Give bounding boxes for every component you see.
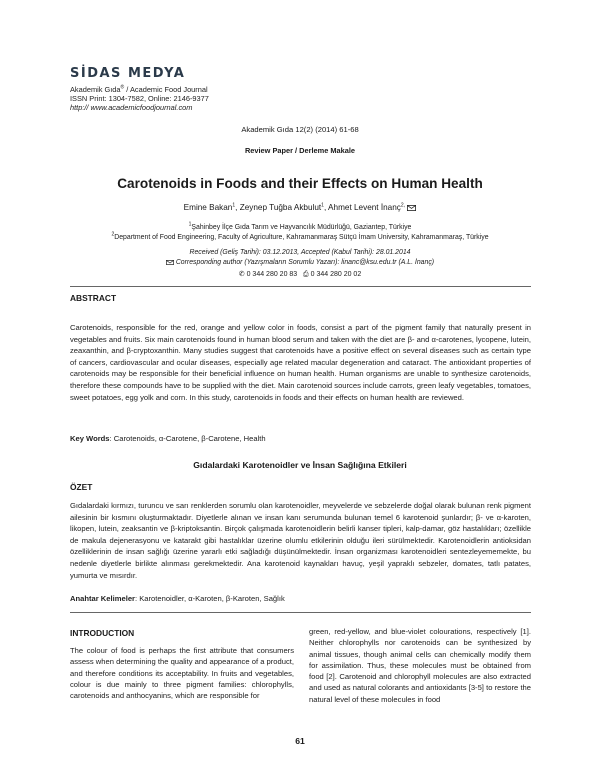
fax-number: 0 344 280 20 02 xyxy=(310,271,362,278)
turkish-keywords xyxy=(70,594,285,603)
author-2: , Zeynep Tuğba Akbulut xyxy=(235,203,322,212)
author-list xyxy=(0,203,600,212)
affiliation-2 xyxy=(0,231,600,241)
ozet-text: Gıdalardaki kırmızı, turuncu ve sarı renklerden sorumlu olan karotenoidler, meyvelerde ve sebzelerde doğal olarak bulunan renk pigment ailesinin bir kısmını oluşturmaktadır. Diyetlerle alınan ve insan kanı serumunda bulunan temel 6 karotenoid şunlardır; β- ve α-karoten, likopen, lutein, zeaksantin ve β-kriptoksantin. Birçok çalışmada karotenoidlerin belirli kanser tipleri, kalp-damar, göz hastalıkları; özellikle de makula dejenerasyonu ve katarakt gibi hastalıklar üzerine olumlu etkilerinin olduğu ileri sürülmektedir. Karotenoidlerin antioksidan özelliklerinin de insan sağlığı üzerine yararlı etki sağladığı düşünülmektedir. İnsan organizması karotenoidleri sentezleyememekte, bu nedenle diyetlerle birlikte alınması gerekmektedir. Ana karotenoid kaynakları havuç, yeşil yapraklı sebzeler, domates, tatlı patates, yumurta ve mısırdır. xyxy=(70,501,531,580)
keywords xyxy=(70,434,266,443)
envelope-icon xyxy=(166,260,174,265)
affiliation-2-text: Department of Food Engineering, Faculty of Agriculture, Kahramanmaraş Sütçü İmam University, Kahramanmaraş, Türkiye xyxy=(114,234,489,241)
publisher-logo: SİDAS MEDYA xyxy=(70,66,186,81)
author-1: Emine Bakan xyxy=(183,203,233,212)
abstract-heading: ABSTRACT xyxy=(70,293,117,303)
paper-type: Review Paper / Derleme Makale xyxy=(244,146,356,155)
author-3: , Ahmet Levent İnanç xyxy=(323,203,401,212)
journal-issn: ISSN Print: 1304-7582, Online: 2146-9377 xyxy=(70,94,209,103)
turkish-keywords-text: : Karotenoidler, α-Karoten, β-Karoten, Sağlık xyxy=(135,594,285,603)
intro-right-column: green, red-yellow, and blue-violet colourations, respectively [1]. Neither chlorophylls nor carotenoids can be synthesized by animal tissues, though animal cells can chemically modify them for assimilation. Thus, these molecules must be obtained from food [2]. Carotenoid and chlorophyll molecules are also extracted and used as natural colorants and antioxidants [3-5] to restore the natural level of these molecules in food xyxy=(309,627,531,704)
turkish-title: Gıdalardaki Karotenoidler ve İnsan Sağlığına Etkileri xyxy=(193,460,407,470)
received-accepted-dates: Received (Geliş Tarihi): 03.12.2013, Accepted (Kabul Tarihi): 28.01.2014 xyxy=(189,249,411,256)
phone-icon: ✆ xyxy=(238,271,245,278)
author-3-sup: 2, xyxy=(400,202,406,209)
affiliation-2-sup: 2 xyxy=(111,231,115,238)
turkish-keywords-label: Anahtar Kelimeler xyxy=(70,594,135,603)
keywords-label: Key Words xyxy=(70,434,110,443)
journal-name-tr: Akademik Gıda xyxy=(70,85,121,94)
introduction-heading: INTRODUCTION xyxy=(70,628,135,638)
abstract-text: Carotenoids, responsible for the red, orange and yellow color in foods, consist a part of the pigment family that naturally present in vegetables and fruits. Six main carotenoids found in human blood serum and taken with the diet are β- and α-carotenes, lycopene, lutein, zeaxanthin, and β-cryptoxanthin. Many studies suggest that carotenoids have a positive effect on several diseases such as certain type of cancers, cardiovascular and ocular diseases, especially age related macular degeneration and cataract. The antioxidant properties of carotenoids may be responsible for their beneficial influence on human health. Human organisms are unable to synthesize carotenoids, therefore these compounds have to be supplied with the diet. Main carotenoid sources include carrots, green leafy vegetables, tomatoes, sweet potatoes, egg yolk and corn. In this study, carotenoids in foods and their effects on human health are reviewed. xyxy=(70,323,531,402)
fax-icon: ⎙ xyxy=(303,271,309,278)
divider xyxy=(70,286,531,287)
divider xyxy=(70,612,531,613)
ozet-heading: ÖZET xyxy=(70,482,93,492)
keywords-text: : Carotenoids, α-Carotene, β-Carotene, Health xyxy=(109,434,266,443)
journal-name xyxy=(70,85,208,94)
affiliation-1-text: Şahinbey İlçe Gıda Tarım ve Hayvancılık Müdürlüğü, Gaziantep, Türkiye xyxy=(191,224,412,231)
corresponding-author-text: Corresponding author (Yazışmaların Sorumlu Yazarı): linanc@ksu.edu.tr (A.L. İnanç) xyxy=(175,259,435,266)
journal-name-en: / Academic Food Journal xyxy=(124,85,208,94)
author-1-sup: 1 xyxy=(232,202,236,209)
phone-number: 0 344 280 20 83 xyxy=(246,271,298,278)
journal-url[interactable]: http:// www.academicfoodjournal.com xyxy=(70,103,193,112)
author-2-sup: 1 xyxy=(321,202,324,209)
page-number: 61 xyxy=(295,736,305,746)
affiliation-1 xyxy=(0,221,600,231)
citation: Akademik Gıda 12(2) (2014) 61-68 xyxy=(241,125,359,134)
affiliation-1-sup: 1 xyxy=(188,221,192,228)
intro-left-column: The colour of food is perhaps the first attribute that consumers assess when determining the quality and appearance of a product, and therefore conditions its acceptability. In fruits and vegetables, colour is due mainly to three pigment families: chlorophylls, carotenoids and anthocyanins, which are responsible for xyxy=(70,646,294,701)
envelope-icon xyxy=(407,205,416,211)
paper-title: Carotenoids in Foods and their Effects on Human Health xyxy=(117,176,483,191)
corresponding-author xyxy=(0,259,600,266)
registered-mark: ® xyxy=(120,84,125,91)
contact-numbers xyxy=(0,270,600,279)
